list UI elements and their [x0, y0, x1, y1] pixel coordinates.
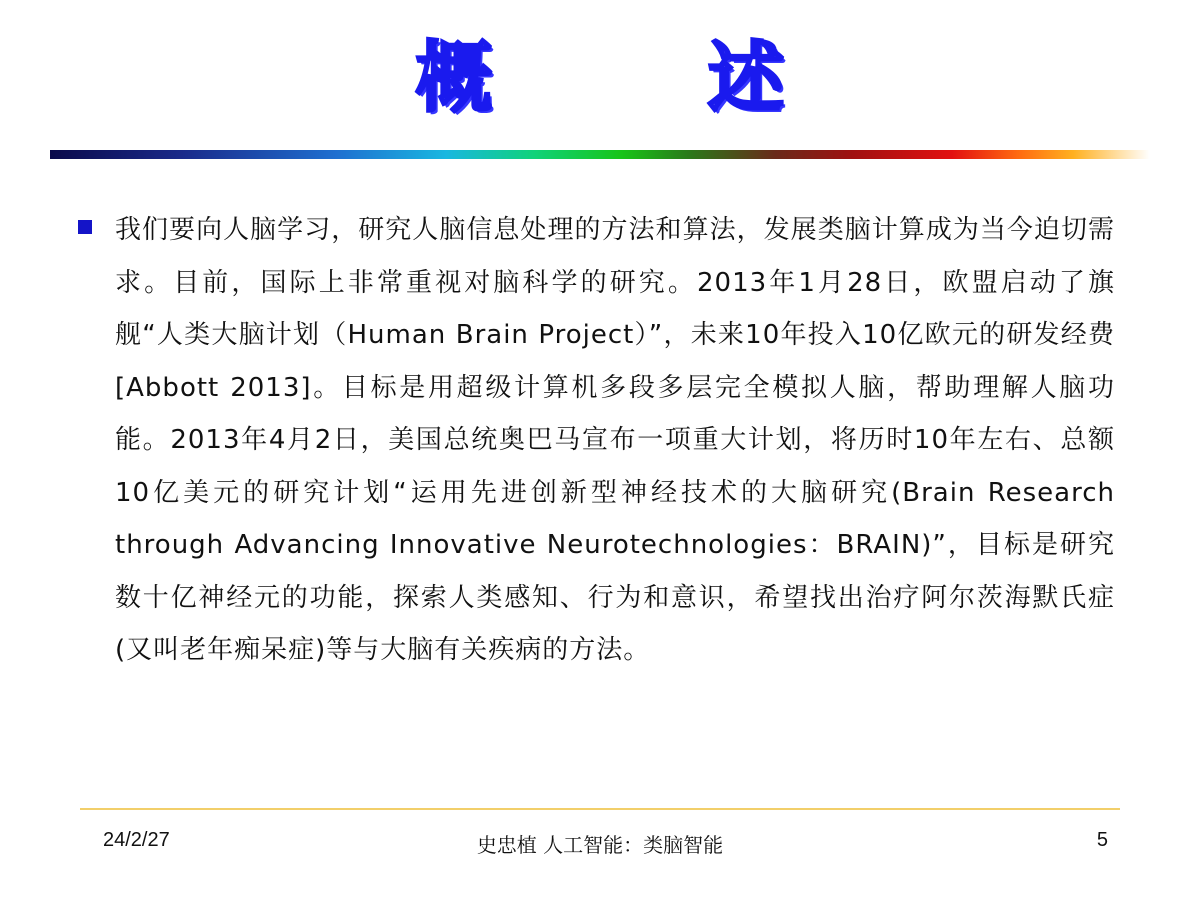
footer-divider	[80, 808, 1120, 810]
footer-author-course: 史忠植 人工智能：类脑智能	[476, 833, 724, 857]
bullet-paragraph: 我们要向人脑学习，研究人脑信息处理的方法和算法，发展类脑计算成为当今迫切需求。目前，国际上非常重视对脑科学的研究。2013年1月28日，欧盟启动了旗舰“人类大脑计划（Human Brain Project）”，未来10年投入10亿欧元的研发经费[Abbott 2013]。目标是用超级计算机多段多层完全模拟人脑，帮助理解人脑功能。2013年4月2日，美国总统奥巴马宣布一项重大计划，将历时10年左右、总额10亿美元的研究计划“运用先进创新型神经技术的大脑研究(Brain Research through Advancing Innovative Neurotechnologies：BRAIN)”，目标是研究数十亿神经元的功能，探索人类感知、行为和意识，希望找出治疗阿尔茨海默氏症(又叫老年痴呆症)等与大脑有关疾病的方法。	[115, 215, 1115, 665]
page-number: 5	[1096, 829, 1108, 851]
slide-title: 概 述	[416, 33, 854, 122]
footer-date: 24/2/27	[103, 829, 170, 851]
bullet-square-icon	[78, 220, 92, 234]
title-divider-bar	[50, 150, 1150, 159]
